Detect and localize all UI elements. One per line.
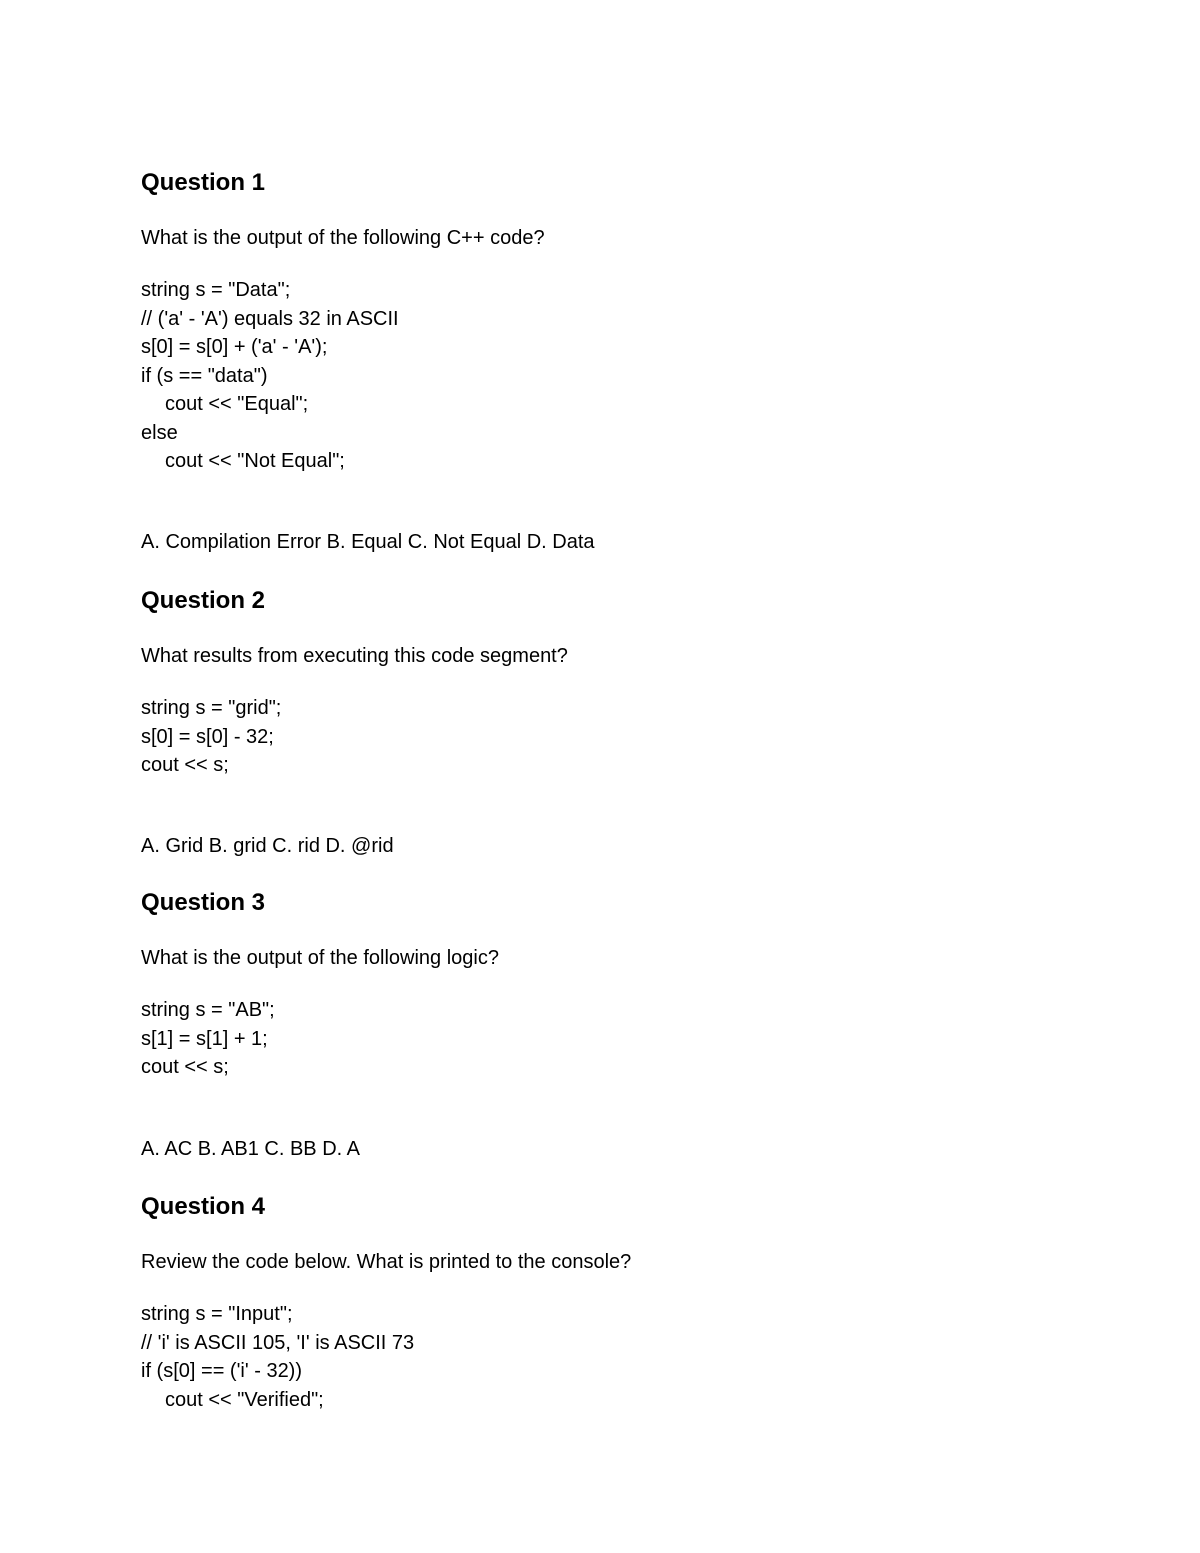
answer-options: A. AC B. AB1 C. BB D. A	[141, 1138, 360, 1160]
question-title: Question 1	[141, 169, 266, 196]
question-prompt: Review the code below. What is printed to the console?	[141, 1251, 632, 1273]
question-title: Question 4	[141, 1193, 266, 1220]
code-block	[141, 1300, 414, 1414]
code-block	[141, 694, 281, 780]
code-line: else	[141, 421, 178, 444]
answer-options: A. Grid B. grid C. rid D. @rid	[141, 835, 394, 857]
question-prompt: What results from executing this code segment?	[141, 645, 568, 667]
code-line: s[0] = s[0] - 32;	[141, 725, 274, 748]
code-block	[141, 996, 275, 1082]
question-3	[141, 888, 1121, 1160]
question-title: Question 2	[141, 587, 266, 614]
question-title: Question 3	[141, 889, 266, 916]
code-block	[141, 276, 399, 476]
question-prompt: What is the output of the following logic?	[141, 947, 499, 969]
code-line: string s = "grid";	[141, 697, 282, 719]
code-line: cout << "Equal";	[165, 393, 309, 415]
code-line: string s = "AB";	[141, 999, 275, 1021]
question-prompt: What is the output of the following C++ code?	[141, 227, 545, 249]
code-line: string s = "Data";	[141, 279, 291, 301]
code-line: cout << "Verified";	[165, 1388, 324, 1411]
code-line: // 'i' is ASCII 105, 'I' is ASCII 73	[141, 1331, 415, 1354]
code-line: // ('a' - 'A') equals 32 in ASCII	[141, 307, 399, 330]
question-1	[141, 168, 1121, 553]
code-line: string s = "Input";	[141, 1303, 293, 1325]
code-line: s[0] = s[0] + ('a' - 'A');	[141, 336, 328, 358]
question-4	[141, 1192, 1121, 1411]
code-line: cout << s;	[141, 754, 229, 776]
answer-options: A. Compilation Error B. Equal C. Not Equal D. Data	[141, 531, 595, 553]
code-line: s[1] = s[1] + 1;	[141, 1027, 268, 1050]
code-line: cout << "Not Equal";	[165, 450, 345, 472]
code-line: if (s == "data")	[141, 364, 268, 387]
code-line: if (s[0] == ('i' - 32))	[141, 1360, 303, 1382]
code-line: cout << s;	[141, 1056, 229, 1078]
question-2	[141, 586, 1121, 857]
